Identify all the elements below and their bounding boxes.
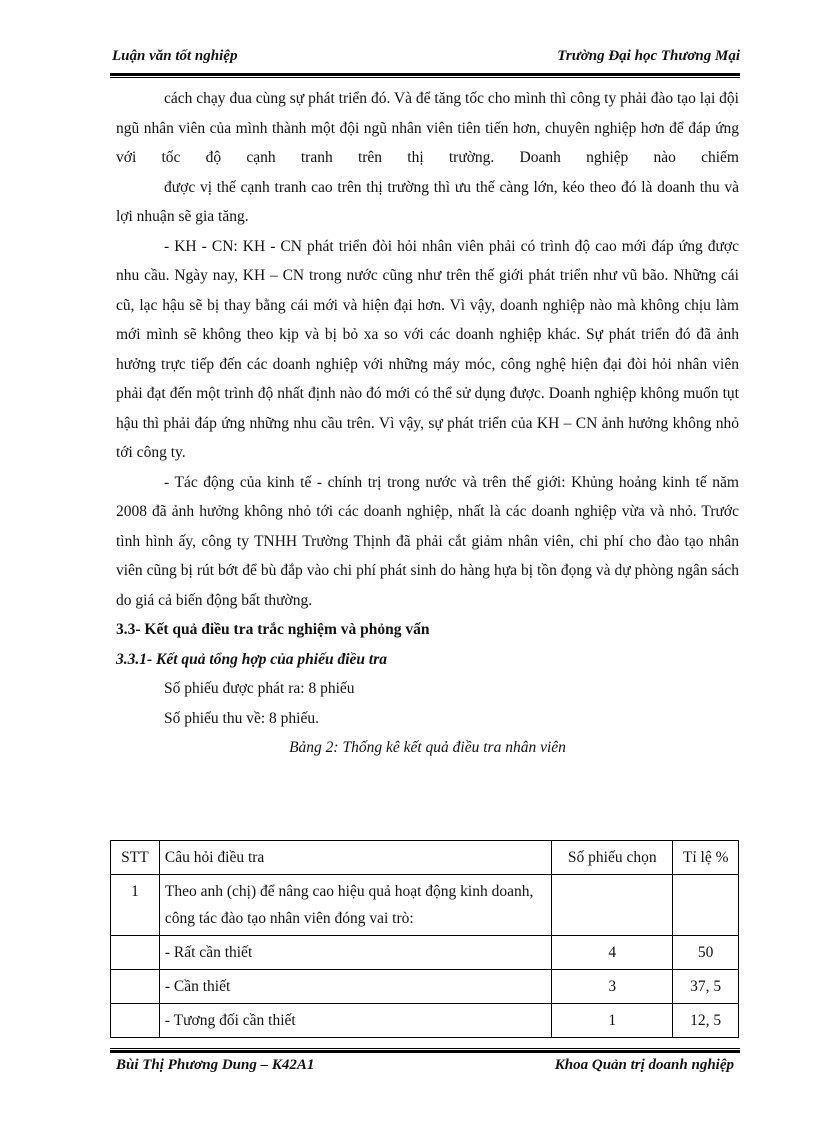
cell-percent: 12, 5 [673, 1004, 739, 1038]
header-university-label: Trường Đại học Thương Mại [557, 48, 740, 64]
received-count-text: Số phiếu thu về: 8 phiếu. [164, 709, 319, 727]
paragraph-economy-politics: - Tác động của kinh tế - chính trị trong nước và trên thế giới: Khủng hoảng kinh tế năm 2008 đã ảnh hưởng không nhỏ tới các doanh nghiệp, nhất là các doanh nghiệp vừa và nhỏ. Trước tình hình ấy, công ty TNHH Trường Thịnh đã phải cắt giảm nhân viên, chi phí cho đào tạo nhân viên cũng bị rút bớt để bù đắp vào chi phí phát sinh do hàng hựa bị tồn đọng và dự phòng ngân sách do giá cả biến động bất thường. [116, 473, 739, 609]
issued-count-text: Số phiếu được phát ra: 8 phiếu [164, 680, 355, 697]
cell-question: Theo anh (chị) để nâng cao hiệu quả hoạt động kinh doanh, công tác đào tạo nhân viên đóng vai trò: [159, 875, 551, 936]
document-body [116, 84, 739, 763]
cell-stt [111, 970, 160, 1004]
section-heading-3-3-1: 3.3.1- Kết quả tổng hợp của phiếu điều tra [116, 650, 387, 668]
paragraph-competition-cont: được vị thế cạnh tranh cao trên thị trường thì ưu thế càng lớn, kéo theo đó là doanh thu và lợi nhuận sẽ gia tăng. [116, 178, 739, 225]
table-header-row [111, 841, 739, 875]
cell-percent [673, 875, 739, 936]
table-row [111, 970, 739, 1004]
cell-percent: 50 [673, 936, 739, 970]
cell-percent: 37, 5 [673, 970, 739, 1004]
footer-author-label: Bùi Thị Phương Dung – K42A1 [116, 1057, 315, 1073]
footer-faculty-label: Khoa Quản trị doanh nghiệp [554, 1057, 734, 1073]
cell-stt: 1 [111, 875, 160, 936]
header-stt: STT [111, 841, 160, 875]
page-header [112, 48, 740, 65]
header-count: Số phiếu chọn [552, 841, 673, 875]
cell-question: - Cần thiết [159, 970, 551, 1004]
cell-question: - Tương đối cần thiết [159, 1004, 551, 1038]
cell-question: - Rất cần thiết [159, 936, 551, 970]
paragraph-competition: cách chạy đua cùng sự phát triển đó. Và để tăng tốc cho mình thì công ty phải đào tạo lại đội ngũ nhân viên của mình thành một đội ngũ nhân viên tiên tiến hơn, chuyên nghiệp hơn để đáp ứng với tốc độ cạnh tranh trên thị trường. Doanh nghiệp nào chiếm [116, 90, 739, 166]
header-question: Câu hỏi điều tra [159, 841, 551, 875]
cell-stt [111, 936, 160, 970]
table-caption: Bảng 2: Thống kê kết quả điều tra nhân viên [289, 739, 566, 756]
cell-count [552, 875, 673, 936]
cell-count: 3 [552, 970, 673, 1004]
page-footer [116, 1057, 734, 1074]
paragraph-science-technology: - KH - CN: KH - CN phát triển đòi hỏi nhân viên phải có trình độ cao mới đáp ứng được nhu cầu. Ngày nay, KH – CN trong nước cũng như trên thế giới phát triển như vũ bão. Những cái cũ, lạc hậu sẽ bị thay bằng cái mới và hiện đại hơn. Vì vậy, doanh nghiệp nào mà không chịu làm mới mình sẽ không theo kịp và bị bỏ xa so với các doanh nghiệp khác. Sự phát triển đó đã ảnh hưởng trực tiếp đến các doanh nghiệp với những máy móc, công nghệ hiện đại đòi hỏi nhân viên phải đạt đến một trình độ nhất định nào đó mới có thể sử dụng được. Doanh nghiệp không muốn tụt hậu thì phải đáp ứng những nhu cầu trên. Vì vậy, sự phát triển của KH – CN ảnh hưởng không nhỏ tới công ty. [116, 237, 739, 461]
survey-results-table [110, 840, 739, 1038]
cell-stt [111, 1004, 160, 1038]
header-rule [110, 73, 740, 78]
section-heading-3-3: 3.3- Kết quả điều tra trắc nghiệm và phỏng vấn [116, 621, 430, 638]
header-percent: Tỉ lệ % [673, 841, 739, 875]
footer-rule [110, 1048, 740, 1053]
cell-count: 1 [552, 1004, 673, 1038]
table-row [111, 1004, 739, 1038]
header-thesis-label: Luận văn tốt nghiệp [112, 48, 238, 64]
cell-count: 4 [552, 936, 673, 970]
table-row [111, 875, 739, 936]
table-row [111, 936, 739, 970]
